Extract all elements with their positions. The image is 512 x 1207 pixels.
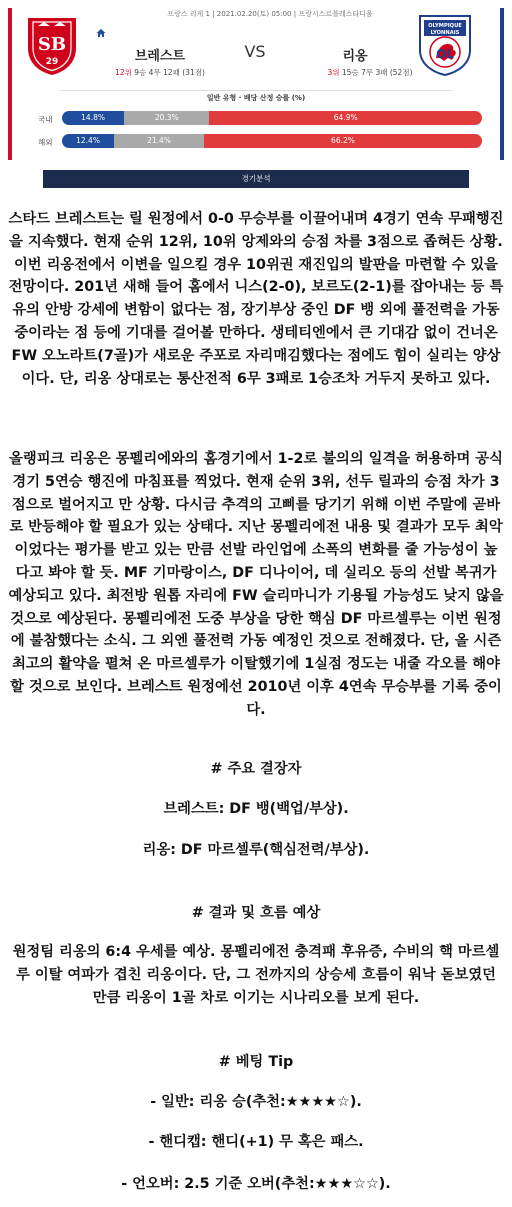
home-icon bbox=[96, 28, 106, 38]
tip-general: - 일반: 리옹 승(추천:★★★★☆). bbox=[150, 1094, 362, 1110]
tip-handicap: - 핸디캡: 핸디(+1) 무 혹은 패스. bbox=[148, 1134, 364, 1150]
away-team-name[interactable]: 리옹 bbox=[342, 49, 368, 64]
absence-away: 리옹: DF 마르셀루(핵심전력/부상). bbox=[142, 842, 370, 858]
lyon-analysis-paragraph: 올랭피크 리옹은 몽펠리에와의 홈경기에서 1-2로 불의의 일격을 허용하며 공식경기 5연승 행진에 마침표를 찍었다. 현재 순위 3위, 선두 릴과의 승점 차가 3점으로 벌어지고 만 상황. 다시금 추격의 고삐를 당기기 위해 이번 주말에 곧바로 반등해야 할 필요가 있는 상태다. 지난 몽펠리에전 내용 및 결과가 모두 최악이었다는 평가를 받고 있는 만큼 선발 라인업에 소폭의 변화를 줄 가능성이 높다고 봐야 할 듯. MF 기마랑이스, DF 디나이어, 데 실리오 등의 선발 복귀가 예상되고 있다. 최전방 원톱 자리에 FW 슬리마니가 기용될 가능성도 낮지 않을 것으로 예상된다. 몽펠리에전 도중 부상을 당한 핵심 DF 마르셀루는 이번 원정에 불참했다는 소식. 그 외엔 풀전력 가동 예정인 것으로 전해졌다. 단, 올 시즌 최고의 활약을 펼쳐 온 마르셀루가 이탈했기에 1실점 정도는 내줄 각오를 해야 할 것으로 보인다. 브레스트 원정에선 2010년 이후 4연속 무승부를 기록 중이다. bbox=[8, 451, 504, 718]
brest-analysis-paragraph: 스타드 브레스트는 릴 원정에서 0-0 무승부를 이끌어내며 4경기 연속 무패행진을 지속했다. 현재 순위 12위, 10위 앙제와의 승점 차를 3점으로 좁혀든 상황. 이번 리옹전에서 이변을 일으킬 경우 10위권 재진입의 발판을 마련할 수 있을 전망이다. 201년 새해 들어 홈에서 니스(2-0), 보르도(2-1)를 잡아내는 등 특유의 안방 강세에 변함이 없다는 점, 장기부상 중인 DF 뱅 외에 풀전력을 가동 중이라는 점 등에 기대를 걸어볼 만하다. 생테티엔에서 큰 기대감 없이 건너온 FW 오노라트(7골)가 새로운 주포로 자리매김했다는 점에도 힘이 실리는 양상이다. 단, 리옹 상대로는 통산전적 6무 3패로 1승조차 거두지 못하고 있다. bbox=[8, 211, 504, 387]
away-color-bar bbox=[500, 8, 504, 160]
svg-text:SB: SB bbox=[37, 34, 67, 55]
absence-home: 브레스트: DF 뱅(백업/부상). bbox=[163, 801, 349, 817]
away-rank: 3위 bbox=[327, 68, 340, 77]
svg-text:OLYMPIQUE: OLYMPIQUE bbox=[428, 23, 462, 29]
overseas-label: 해외 bbox=[38, 138, 53, 147]
overseas-home-pct: 12.4% bbox=[62, 134, 114, 148]
svg-text:OL: OL bbox=[436, 47, 454, 61]
brest-logo-icon bbox=[24, 14, 80, 76]
absences-heading: # 주요 결장자 bbox=[210, 761, 302, 777]
domestic-ratio-bar bbox=[62, 111, 482, 125]
home-record bbox=[100, 67, 220, 78]
prediction-paragraph: 원정팀 리옹의 6:4 우세를 예상. 몽펠리에전 충격패 후유증, 수비의 핵 마르셀루 이탈 여파가 겹친 리옹이다. 단, 그 전까지의 상승세 흐름이 워낙 돋보였던 만큼 리옹이 1골 차로 이기는 시나리오를 보게 된다. bbox=[12, 944, 500, 1006]
win-ratio-title: 일반 유형 · 배당 산정 승률 (%) bbox=[206, 94, 306, 102]
svg-text:LYONNAIS: LYONNAIS bbox=[430, 30, 460, 36]
overseas-ratio-bar bbox=[62, 134, 482, 148]
betting-tip-heading: # 베팅 Tip bbox=[218, 1054, 294, 1070]
domestic-label: 국내 bbox=[38, 115, 53, 124]
home-team-name[interactable]: 브레스트 bbox=[134, 49, 186, 64]
home-record-text: 9승 4무 12패 (31점) bbox=[134, 68, 205, 77]
overseas-away-pct: 66.2% bbox=[204, 134, 482, 148]
header-divider bbox=[60, 90, 452, 91]
home-rank: 12위 bbox=[115, 68, 132, 77]
domestic-draw-pct: 20.3% bbox=[124, 111, 209, 125]
vs-label: VS bbox=[244, 42, 266, 61]
domestic-home-pct: 14.8% bbox=[62, 111, 124, 125]
overseas-draw-pct: 21.4% bbox=[114, 134, 204, 148]
away-record bbox=[310, 67, 430, 78]
tip-over-under: - 언오버: 2.5 기준 오버(추천:★★★☆☆). bbox=[121, 1176, 391, 1192]
away-record-text: 15승 7무 3패 (52점) bbox=[341, 68, 413, 77]
home-color-bar bbox=[8, 8, 12, 160]
analysis-section-bar: 경기분석 bbox=[43, 170, 469, 188]
svg-text:29: 29 bbox=[45, 57, 59, 67]
match-meta: 프랑스 리게 1 | 2021.02.20(토) 05:00 | 프랑시스르블레스타디움 bbox=[167, 10, 373, 18]
domestic-away-pct: 64.9% bbox=[209, 111, 482, 125]
prediction-heading: # 결과 및 흐름 예상 bbox=[191, 905, 321, 921]
